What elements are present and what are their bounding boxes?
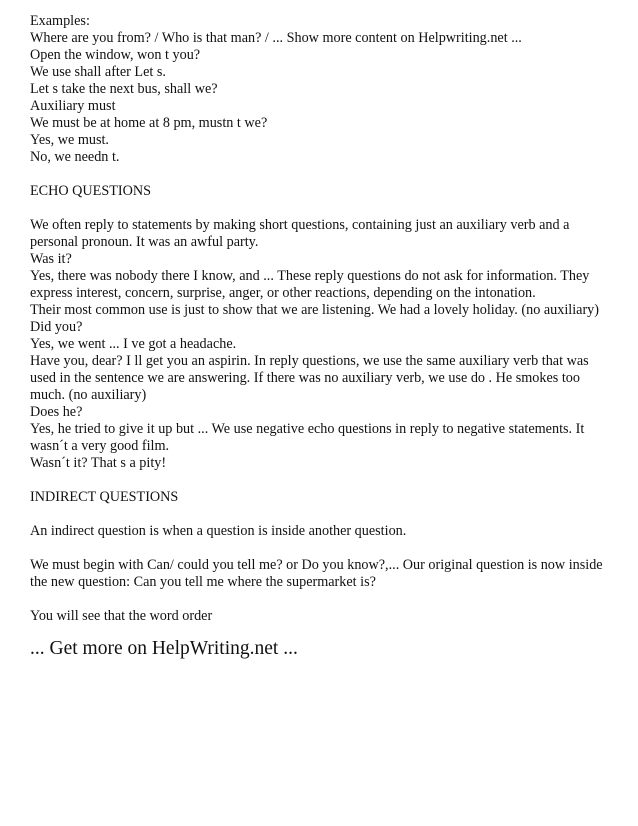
example-line: Auxiliary must [30, 98, 116, 114]
indirect-paragraph-1: An indirect question is when a question is inside another question. [30, 523, 407, 539]
body-line: Yes, there was nobody there I know, and ... These reply questions do not ask for information. They [30, 268, 590, 284]
indirect-questions-heading: INDIRECT QUESTIONS [30, 489, 179, 505]
examples-section [30, 13, 620, 166]
paragraph-gap [30, 166, 620, 183]
indirect-paragraph-2 [30, 557, 620, 591]
body-line: used in the sentence we are answering. If there was no auxiliary verb, we use do . He smokes too [30, 370, 580, 386]
echo-questions-heading: ECHO QUESTIONS [30, 183, 151, 199]
paragraph-gap [30, 540, 620, 557]
example-line: Open the window, won t you? [30, 47, 201, 63]
body-line: wasn´t a very good film. [30, 438, 170, 454]
paragraph-gap [30, 200, 620, 217]
body-line: Yes, he tried to give it up but ... We use negative echo questions in reply to negative statements. It [30, 421, 585, 437]
paragraph-gap [30, 591, 620, 608]
body-line: Yes, we went ... I ve got a headache. [30, 336, 237, 352]
body-line: Was it? [30, 251, 72, 267]
body-line: We must begin with Can/ could you tell me? or Do you know?,... Our original question is now inside [30, 557, 603, 573]
body-line: Did you? [30, 319, 83, 335]
body-line: the new question: Can you tell me where the supermarket is? [30, 574, 376, 590]
example-line: We must be at home at 8 pm, mustn t we? [30, 115, 268, 131]
paragraph-gap [30, 506, 620, 523]
body-line: Have you, dear? I ll get you an aspirin. In reply questions, we use the same auxiliary verb that was [30, 353, 589, 369]
example-line: Let s take the next bus, shall we? [30, 81, 218, 97]
body-line: personal pronoun. It was an awful party. [30, 234, 259, 250]
document-page [30, 13, 620, 661]
body-line: express interest, concern, surprise, anger, or other reactions, depending on the intonation. [30, 285, 536, 301]
body-line: Their most common use is just to show that we are listening. We had a lovely holiday. (no auxiliary) [30, 302, 600, 318]
examples-label: Examples: [30, 13, 90, 29]
example-line: Yes, we must. [30, 132, 109, 148]
example-line: No, we needn t. [30, 149, 120, 165]
echo-questions-body [30, 217, 620, 472]
body-line: much. (no auxiliary) [30, 387, 147, 403]
body-line: Does he? [30, 404, 83, 420]
get-more-link[interactable]: ... Get more on HelpWriting.net ... [30, 638, 298, 659]
body-line: Wasn´t it? That s a pity! [30, 455, 167, 471]
indirect-paragraph-3: You will see that the word order [30, 608, 213, 624]
body-line: We often reply to statements by making short questions, containing just an auxiliary verb and a [30, 217, 570, 233]
example-line: Where are you from? / Who is that man? / ... Show more content on Helpwriting.net ... [30, 30, 522, 46]
paragraph-gap [30, 472, 620, 489]
example-line: We use shall after Let s. [30, 64, 166, 80]
